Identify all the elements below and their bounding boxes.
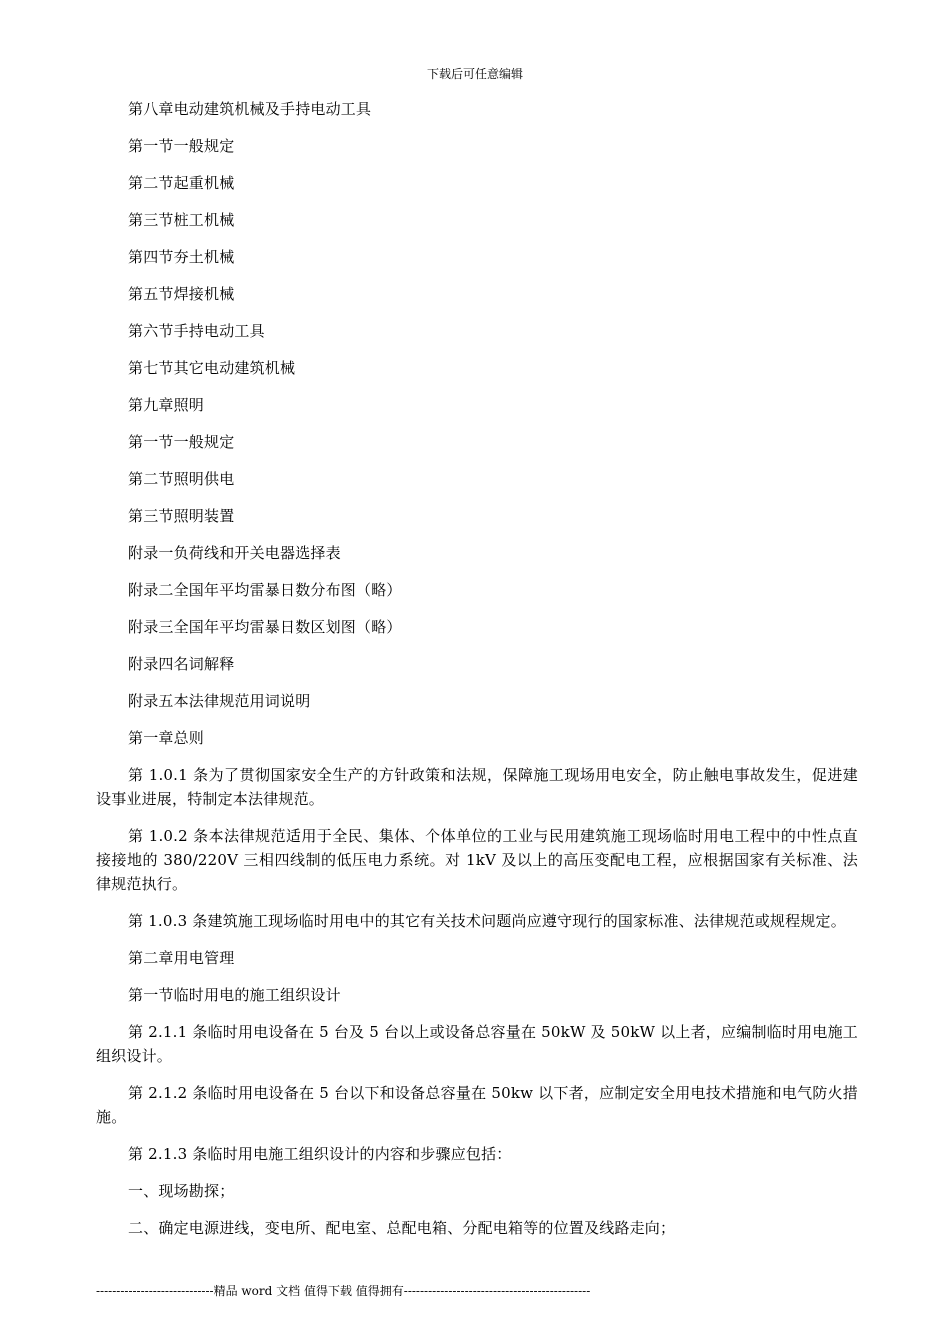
page-footer: -----------------------------精品 word 文档 值得下载 值得拥有---------------------------------------------- <box>96 1284 591 1298</box>
article-paragraph: 第 2.1.2 条临时用电设备在 5 台以下和设备总容量在 50kw 以下者，应制定安全用电技术措施和电气防火措施。 <box>96 1084 858 1126</box>
toc-appendix: 附录四名词解释 <box>128 655 235 673</box>
toc-appendix: 附录二全国年平均雷暴日数分布图（略） <box>128 581 402 599</box>
article-paragraph: 第 2.1.3 条临时用电施工组织设计的内容和步骤应包括： <box>128 1145 512 1163</box>
toc-section: 第五节焊接机械 <box>128 285 235 303</box>
article-paragraph: 第 1.0.1 条为了贯彻国家安全生产的方针政策和法规，保障施工现场用电安全，防止触电事故发生，促进建设事业进展，特制定本法律规范。 <box>96 766 858 808</box>
toc-section: 第一节一般规定 <box>128 433 235 451</box>
toc-chapter-9: 第九章照明 <box>128 396 205 414</box>
article-paragraph: 第 2.1.1 条临时用电设备在 5 台及 5 台以上或设备总容量在 50kW 及 50kW 以上者，应编制临时用电施工组织设计。 <box>96 1023 858 1065</box>
toc-section: 第一节一般规定 <box>128 137 235 155</box>
toc-appendix: 附录五本法律规范用词说明 <box>128 692 311 710</box>
list-item: 一、现场勘探； <box>128 1182 235 1200</box>
article-paragraph: 第 1.0.3 条建筑施工现场临时用电中的其它有关技术问题尚应遵守现行的国家标准、法律规范或规程规定。 <box>128 912 846 930</box>
page-header: 下载后可任意编辑 <box>426 67 523 81</box>
toc-chapter-8: 第八章电动建筑机械及手持电动工具 <box>128 100 372 118</box>
article-paragraph: 第 1.0.2 条本法律规范适用于全民、集体、个体单位的工业与民用建筑施工现场临时用电工程中的中性点直接接地的 380/220V 三相四线制的低压电力系统。对 1kV 及以上的高压变配电工程，应根据国家有关标准、法律规范执行。 <box>96 827 858 893</box>
toc-section: 第四节夯土机械 <box>128 248 235 266</box>
toc-appendix: 附录三全国年平均雷暴日数区划图（略） <box>128 618 402 636</box>
section-heading: 第一节临时用电的施工组织设计 <box>128 986 341 1004</box>
toc-section: 第六节手持电动工具 <box>128 322 265 340</box>
toc-section: 第二节照明供电 <box>128 470 235 488</box>
toc-section: 第七节其它电动建筑机械 <box>128 359 296 377</box>
toc-appendix: 附录一负荷线和开关电器选择表 <box>128 544 341 562</box>
toc-section: 第二节起重机械 <box>128 174 235 192</box>
chapter-heading: 第一章总则 <box>128 729 205 747</box>
toc-section: 第三节照明装置 <box>128 507 235 525</box>
list-item: 二、确定电源进线，变电所、配电室、总配电箱、分配电箱等的位置及线路走向； <box>128 1219 676 1237</box>
chapter-heading: 第二章用电管理 <box>128 949 235 967</box>
document-body <box>96 97 858 1253</box>
toc-section: 第三节桩工机械 <box>128 211 235 229</box>
